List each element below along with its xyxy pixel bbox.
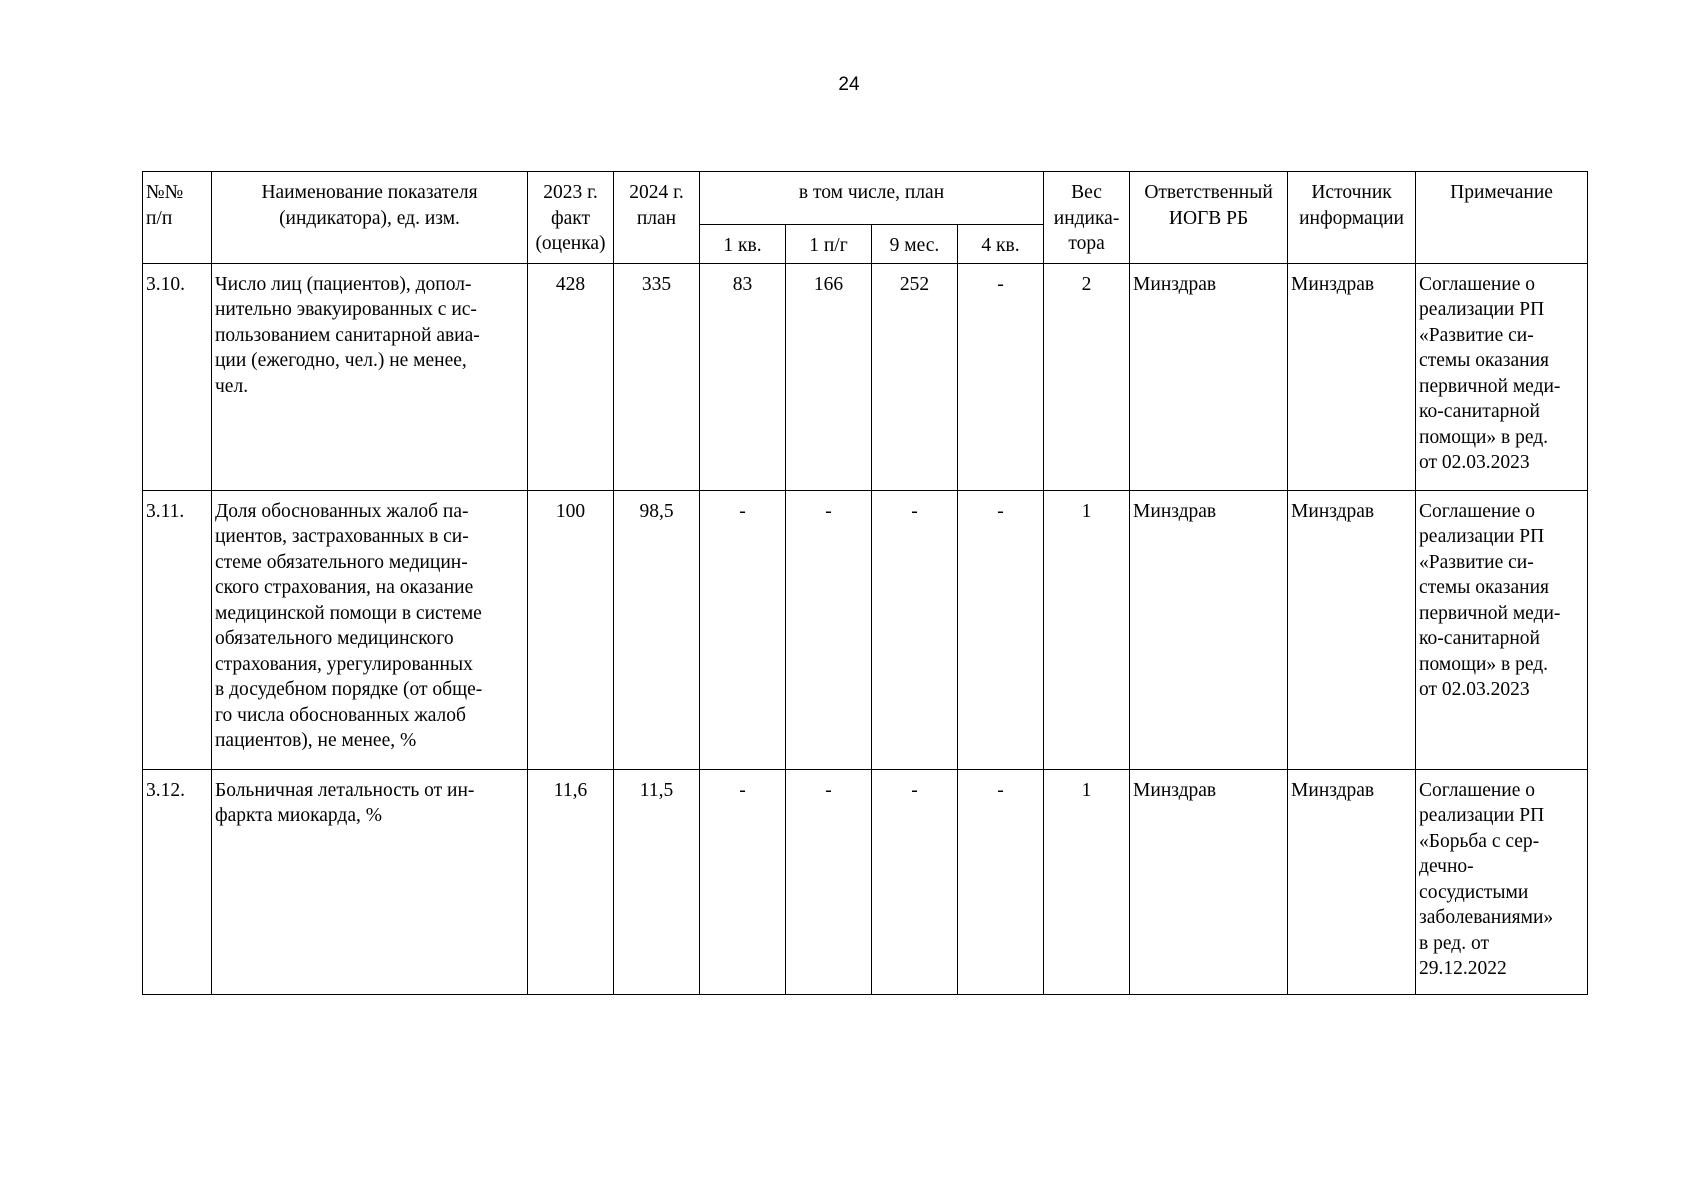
cell-h1: - bbox=[786, 490, 872, 769]
header-fact-2023: 2023 г. факт (оценка) bbox=[528, 172, 614, 264]
table-row bbox=[143, 490, 1588, 769]
cell-q4: - bbox=[958, 490, 1044, 769]
header-m9: 9 мес. bbox=[872, 225, 958, 264]
table-header-row bbox=[143, 172, 1588, 225]
cell-m9: - bbox=[872, 769, 958, 994]
cell-q1: 83 bbox=[700, 263, 786, 490]
header-h1: 1 п/г bbox=[786, 225, 872, 264]
header-num: №№ п/п bbox=[143, 172, 212, 264]
cell-q4: - bbox=[958, 769, 1044, 994]
header-plan-2024: 2024 г. план bbox=[614, 172, 700, 264]
cell-plan-2024: 98,5 bbox=[614, 490, 700, 769]
cell-fact-2023: 100 bbox=[528, 490, 614, 769]
cell-q1: - bbox=[700, 769, 786, 994]
cell-note: Соглашение о реализации РП «Борьба с сер- дечно- сосудистыми заболеваниями» в ред. от 29.12.2022 bbox=[1416, 769, 1588, 994]
cell-name: Больничная летальность от ин- фаркта миокарда, % bbox=[212, 769, 528, 994]
cell-h1: 166 bbox=[786, 263, 872, 490]
table-row bbox=[143, 769, 1588, 994]
cell-q4: - bbox=[958, 263, 1044, 490]
table-row bbox=[143, 263, 1588, 490]
cell-source: Минздрав bbox=[1288, 263, 1416, 490]
cell-fact-2023: 11,6 bbox=[528, 769, 614, 994]
cell-source: Минздрав bbox=[1288, 490, 1416, 769]
cell-h1: - bbox=[786, 769, 872, 994]
cell-plan-2024: 11,5 bbox=[614, 769, 700, 994]
cell-name: Число лиц (пациентов), допол- нительно эвакуированных с ис- пользованием санитарной авиа- ции (ежегодно, чел.) не менее, чел. bbox=[212, 263, 528, 490]
header-q1: 1 кв. bbox=[700, 225, 786, 264]
cell-weight: 2 bbox=[1044, 263, 1130, 490]
cell-responsible: Минздрав bbox=[1130, 263, 1288, 490]
cell-weight: 1 bbox=[1044, 490, 1130, 769]
cell-num: 3.10. bbox=[143, 263, 212, 490]
header-note: Примечание bbox=[1416, 172, 1588, 264]
cell-num: 3.11. bbox=[143, 490, 212, 769]
cell-responsible: Минздрав bbox=[1130, 769, 1288, 994]
cell-note: Соглашение о реализации РП «Развитие си- стемы оказания первичной меди- ко-санитарной помощи» в ред. от 02.03.2023 bbox=[1416, 490, 1588, 769]
cell-m9: 252 bbox=[872, 263, 958, 490]
cell-responsible: Минздрав bbox=[1130, 490, 1288, 769]
cell-plan-2024: 335 bbox=[614, 263, 700, 490]
cell-weight: 1 bbox=[1044, 769, 1130, 994]
header-responsible: Ответственный ИОГВ РБ bbox=[1130, 172, 1288, 264]
cell-note: Соглашение о реализации РП «Развитие си- стемы оказания первичной меди- ко-санитарной помощи» в ред. от 02.03.2023 bbox=[1416, 263, 1588, 490]
cell-source: Минздрав bbox=[1288, 769, 1416, 994]
cell-name: Доля обоснованных жалоб па- циентов, застрахованных в си- стеме обязательного медицин- ского страхования, на оказание медицинской помощи в системе обязательного медицинского страхования, урегулированных в досудебном порядке (от обще- го числа обоснованных жалоб пациентов), не менее, % bbox=[212, 490, 528, 769]
cell-num: 3.12. bbox=[143, 769, 212, 994]
cell-m9: - bbox=[872, 490, 958, 769]
cell-fact-2023: 428 bbox=[528, 263, 614, 490]
indicators-table bbox=[142, 171, 1588, 995]
header-weight: Вес индика- тора bbox=[1044, 172, 1130, 264]
page-number: 24 bbox=[838, 74, 860, 95]
cell-q1: - bbox=[700, 490, 786, 769]
header-q4: 4 кв. bbox=[958, 225, 1044, 264]
header-incl-plan: в том числе, план bbox=[700, 172, 1044, 225]
header-source: Источник информации bbox=[1288, 172, 1416, 264]
header-name: Наименование показателя (индикатора), ед. изм. bbox=[212, 172, 528, 264]
